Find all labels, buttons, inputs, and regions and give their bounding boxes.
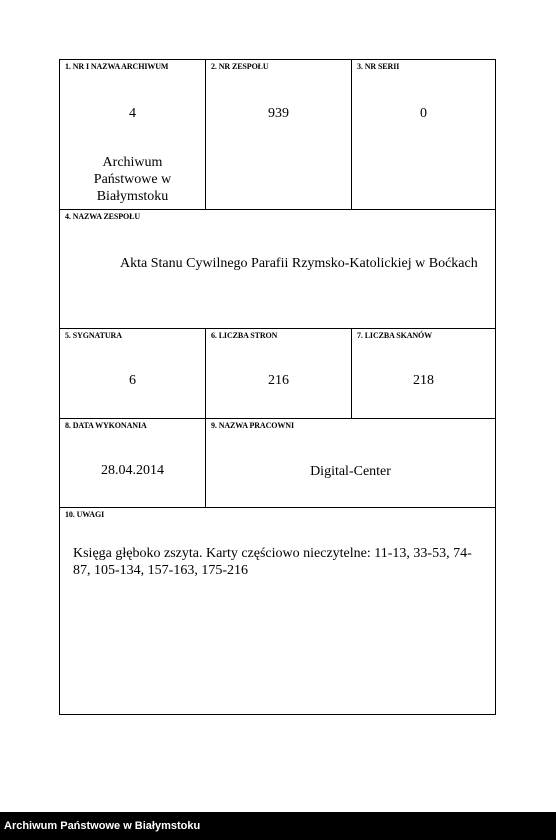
field-label-scan-count: 7. LICZBA SKANÓW bbox=[357, 331, 433, 340]
field-label-archive: 1. NR I NAZWA ARCHIWUM bbox=[65, 62, 169, 71]
field-fonds-number bbox=[206, 60, 352, 209]
field-label-series-number: 3. NR SERII bbox=[357, 62, 400, 71]
archive-number: 4 bbox=[129, 106, 136, 121]
scan-count-value: 218 bbox=[413, 373, 434, 388]
field-label-fonds-number: 2. NR ZESPOŁU bbox=[211, 62, 269, 71]
fonds-name-value: Akta Stanu Cywilnego Parafii Rzymsko-Katolickiej w Boćkach bbox=[120, 256, 478, 271]
page-count-value: 216 bbox=[268, 373, 289, 388]
archive-footer-bar: Archiwum Państwowe w Białymstoku bbox=[0, 812, 556, 840]
date-value: 28.04.2014 bbox=[101, 463, 164, 478]
field-signature bbox=[60, 329, 206, 418]
archive-name: Archiwum Państwowe w Białymstoku bbox=[93, 155, 172, 204]
field-scan-count bbox=[352, 329, 495, 418]
field-series-number bbox=[352, 60, 495, 209]
field-label-page-count: 6. LICZBA STRON bbox=[211, 331, 278, 340]
field-date bbox=[60, 419, 206, 507]
field-label-signature: 5. SYGNATURA bbox=[65, 331, 122, 340]
field-page-count bbox=[206, 329, 352, 418]
fonds-number-value: 939 bbox=[268, 106, 289, 121]
field-workshop bbox=[206, 419, 495, 507]
field-label-fonds-name: 4. NAZWA ZESPOŁU bbox=[65, 212, 141, 221]
signature-value: 6 bbox=[129, 373, 136, 388]
field-fonds-name bbox=[60, 210, 495, 328]
field-archive bbox=[60, 60, 206, 209]
remarks-value: Księga głęboko zszyta. Karty częściowo nieczytelne: 11-13, 33-53, 74-87, 105-134, 157-163, 175-216 bbox=[73, 546, 472, 578]
form-row-3 bbox=[60, 329, 495, 419]
form-row-5 bbox=[60, 508, 495, 714]
field-label-remarks: 10. UWAGI bbox=[65, 510, 105, 519]
field-remarks bbox=[60, 508, 495, 714]
workshop-value: Digital-Center bbox=[310, 464, 391, 479]
series-number-value: 0 bbox=[420, 106, 427, 121]
field-label-date: 8. DATA WYKONANIA bbox=[65, 421, 147, 430]
form-row-4 bbox=[60, 419, 495, 508]
form-row-1 bbox=[60, 60, 495, 210]
archive-form-card bbox=[59, 59, 496, 715]
form-row-2 bbox=[60, 210, 495, 329]
field-label-workshop: 9. NAZWA PRACOWNI bbox=[211, 421, 294, 430]
